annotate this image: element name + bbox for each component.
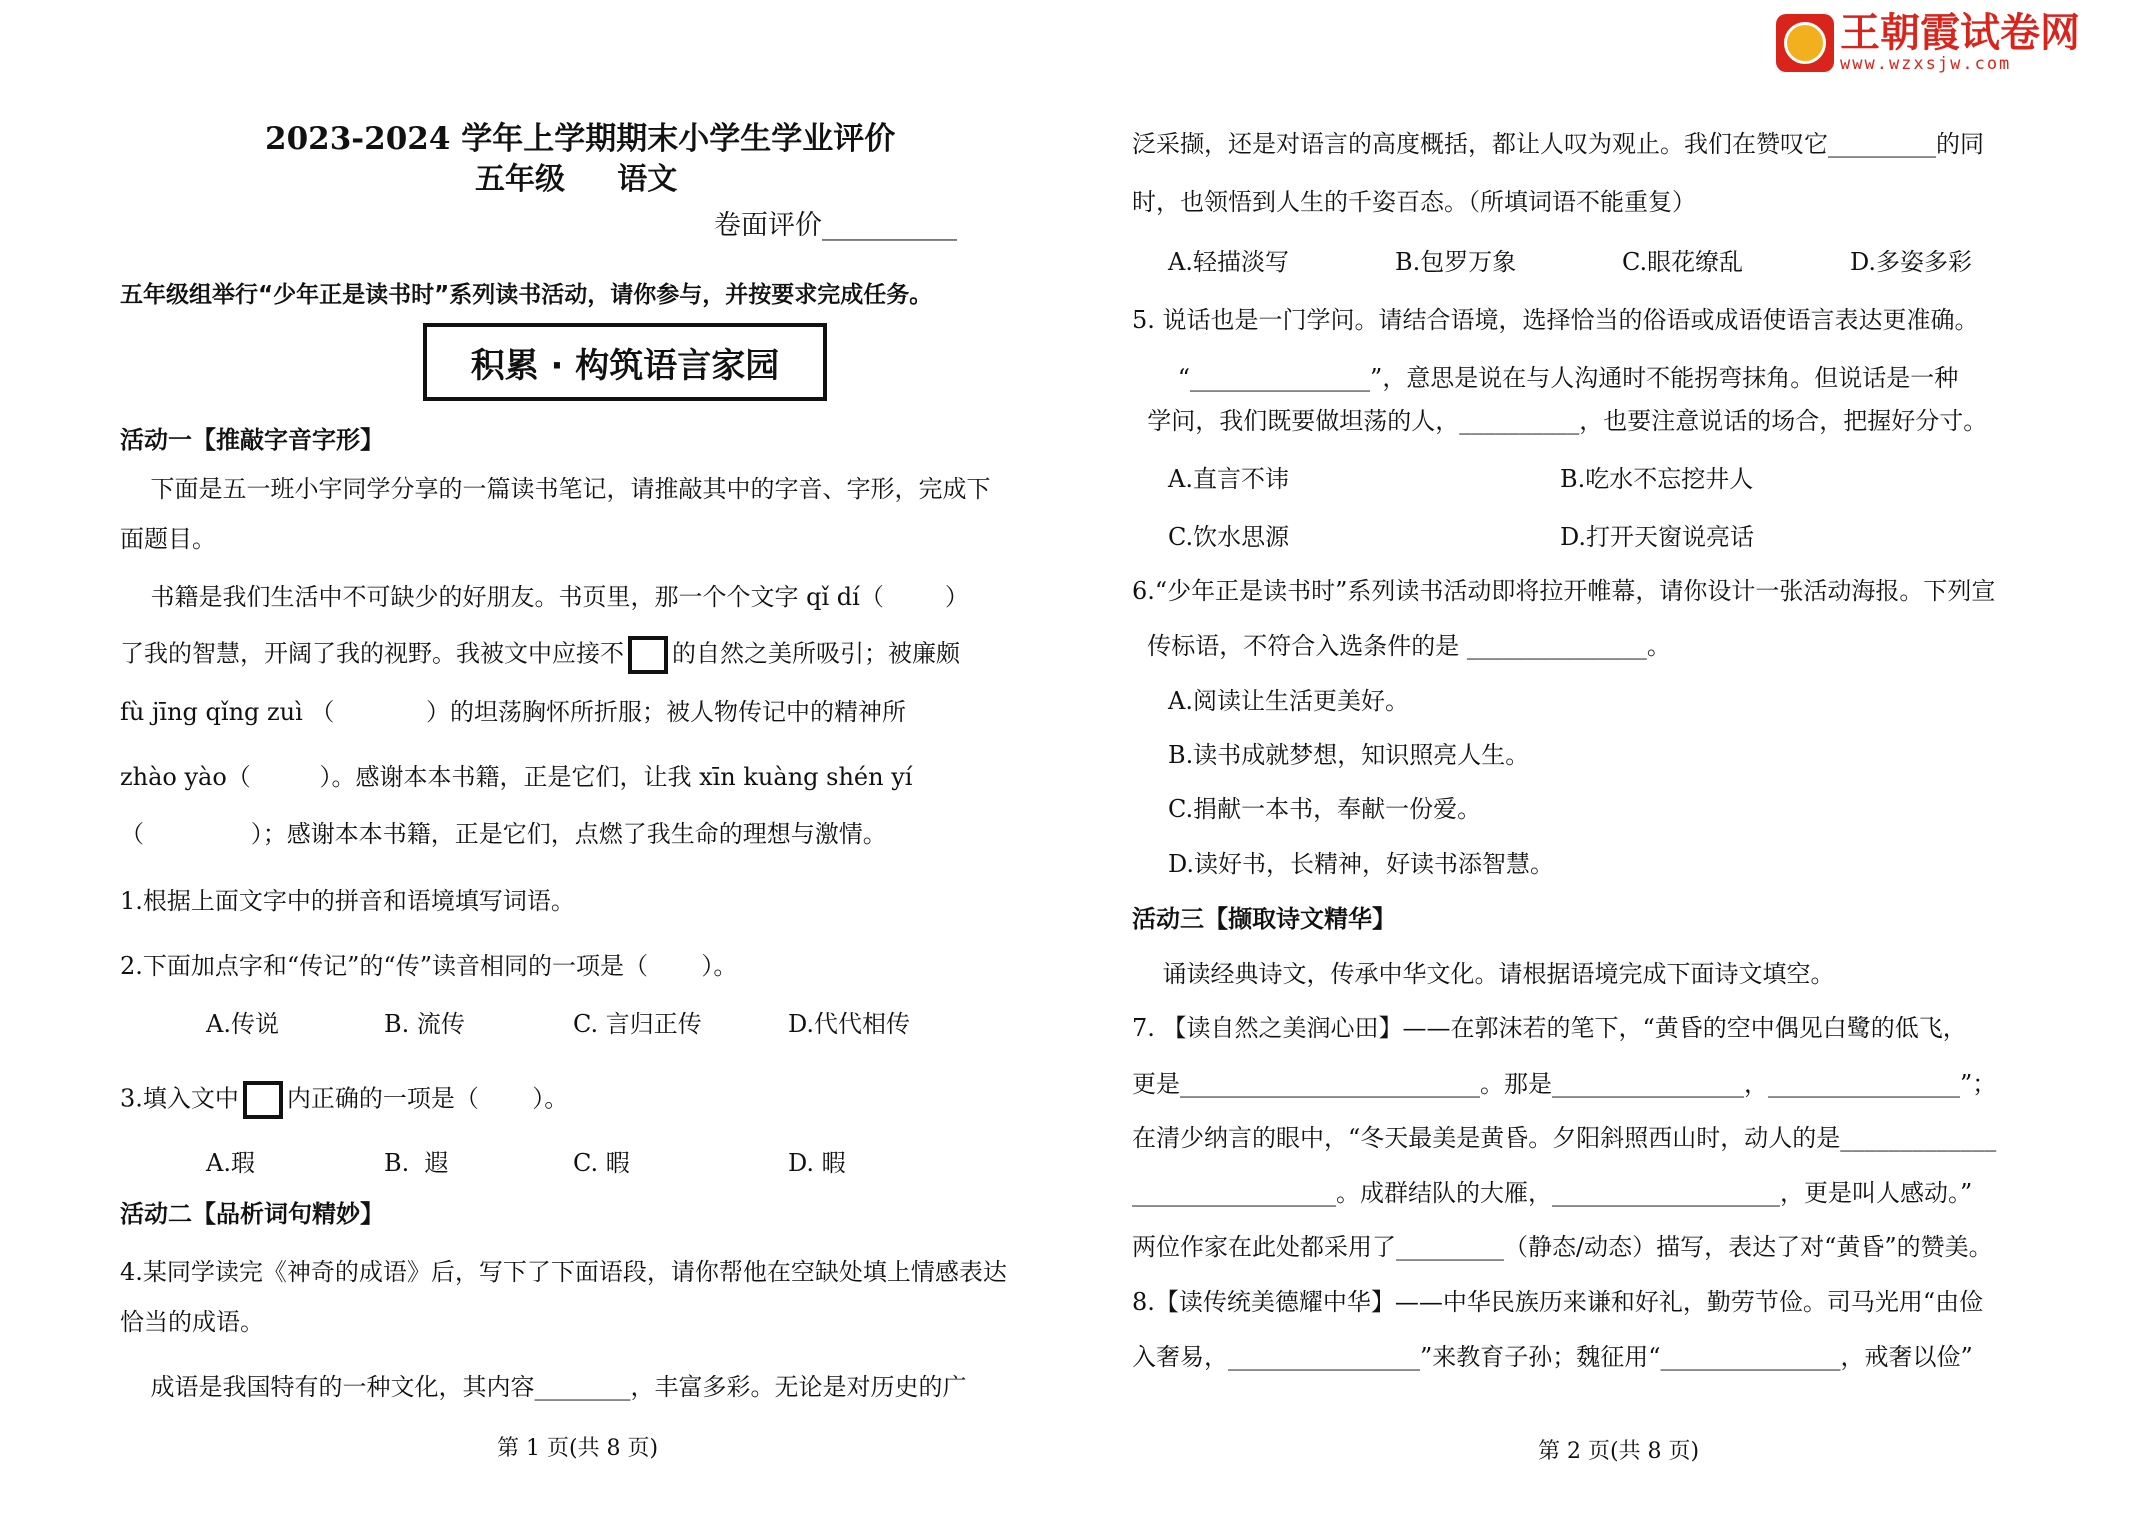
option-a[interactable]: A.阅读让生活更美好。 bbox=[1168, 687, 1409, 715]
paragraph: _________________。成群结队的大雁，___________________，更是叫人感动。” bbox=[1132, 1179, 1973, 1207]
option-a[interactable]: A.传说 bbox=[206, 1010, 279, 1038]
paragraph: 在清少纳言的眼中，“冬天最美是黄昏。夕阳斜照西山时，动人的是_____________ bbox=[1132, 1124, 1997, 1152]
option-a[interactable]: A.瑕 bbox=[206, 1149, 255, 1177]
paragraph bbox=[120, 636, 960, 674]
question-2: 2.下面加点字和“传记”的“传”读音相同的一项是（ ）。 bbox=[120, 952, 738, 980]
paragraph: fù jīng qǐng zuì （ ）的坦荡胸怀所折服；被人物传记中的精神所 bbox=[120, 698, 906, 726]
section-box: 积累 · 构筑语言家园 bbox=[423, 323, 827, 401]
activity-2-heading: 活动二【品析词句精妙】 bbox=[120, 1200, 384, 1228]
blank-box[interactable] bbox=[628, 636, 668, 674]
paragraph: 泛采撷，还是对语言的高度概括，都让人叹为观止。我们在赞叹它_________的同 bbox=[1132, 130, 1984, 158]
paragraph: 诵读经典诗文，传承中华文化。请根据语境完成下面诗文填空。 bbox=[1132, 960, 1835, 988]
option-d[interactable]: D.打开天窗说亮话 bbox=[1560, 523, 1755, 551]
question-4: 恰当的成语。 bbox=[120, 1308, 264, 1336]
question-5: 5. 说话也是一门学问。请结合语境，选择恰当的俗语或成语使语言表达更准确。 bbox=[1132, 306, 1979, 334]
text: 的自然之美所吸引；被廉颇 bbox=[672, 639, 960, 668]
option-d[interactable]: D. 暇 bbox=[788, 1149, 846, 1177]
question-4: 4.某同学读完《神奇的成语》后，写下了下面语段，请你帮他在空缺处填上情感表达 bbox=[120, 1258, 1007, 1286]
page-footer: 第 1 页(共 8 页) bbox=[497, 1436, 659, 1461]
paragraph: 时，也领悟到人生的千姿百态。（所填词语不能重复） bbox=[1132, 188, 1696, 216]
page-footer: 第 2 页(共 8 页) bbox=[1538, 1439, 1700, 1464]
activity-3-heading: 活动三【撷取诗文精华】 bbox=[1132, 905, 1396, 933]
paragraph: 更是_________________________。那是________________，________________”； bbox=[1132, 1070, 1997, 1098]
option-c[interactable]: C.饮水思源 bbox=[1168, 523, 1290, 551]
option-b[interactable]: B. 流传 bbox=[384, 1010, 465, 1038]
option-b[interactable]: B. 遐 bbox=[384, 1149, 449, 1177]
paragraph: 下面是五一班小宇同学分享的一篇读书笔记，请推敲其中的字音、字形，完成下 bbox=[120, 475, 991, 503]
option-b[interactable]: B.吃水不忘挖井人 bbox=[1560, 465, 1754, 493]
question-6: 6.“少年正是读书时”系列读书活动即将拉开帷幕，请你设计一张活动海报。下列宣 bbox=[1132, 577, 1996, 605]
option-c[interactable]: C. 言归正传 bbox=[573, 1010, 702, 1038]
option-d[interactable]: D.多姿多彩 bbox=[1850, 248, 1973, 276]
logo-url: www.wzxsjw.com bbox=[1840, 54, 2012, 74]
paragraph: 入奢易，________________”来教育子孙；魏征用“_______________，戒奢以俭” bbox=[1132, 1343, 1973, 1371]
text: 3.填入文中 bbox=[120, 1084, 239, 1113]
blank-box bbox=[243, 1081, 283, 1119]
option-a[interactable]: A.直言不讳 bbox=[1168, 465, 1289, 493]
option-d[interactable]: D.读好书，长精神，好读书添智慧。 bbox=[1168, 850, 1555, 878]
paragraph: 两位作家在此处都采用了_________（静态/动态）描写，表达了对“黄昏”的赞美。 bbox=[1132, 1233, 1993, 1261]
paragraph: 学问，我们既要做坦荡的人，__________，也要注意说话的场合，把握好分寸。 bbox=[1132, 407, 1988, 435]
question-8: 8.【读传统美德耀中华】——中华民族历来谦和好礼，勤劳节俭。司马光用“由俭 bbox=[1132, 1288, 1984, 1316]
exam-title: 2023-2024 学年上学期期末小学生学业评价 bbox=[265, 121, 896, 157]
option-b[interactable]: B.读书成就梦想，知识照亮人生。 bbox=[1168, 741, 1530, 769]
paragraph: （ ）；感谢本本书籍，正是它们，点燃了我生命的理想与激情。 bbox=[120, 820, 887, 848]
text: 内正确的一项是（ ）。 bbox=[286, 1084, 569, 1113]
option-b[interactable]: B.包罗万象 bbox=[1395, 248, 1517, 276]
question-7: 7. 【读自然之美润心田】——在郭沫若的笔下，“黄昏的空中偶见白鹭的低飞， bbox=[1132, 1014, 1967, 1042]
question-1: 1.根据上面文字中的拼音和语境填写词语。 bbox=[120, 887, 575, 915]
question-3 bbox=[120, 1081, 568, 1119]
paragraph: 成语是我国特有的一种文化，其内容________，丰富多彩。无论是对历史的广 bbox=[120, 1373, 967, 1401]
option-c[interactable]: C.眼花缭乱 bbox=[1622, 248, 1744, 276]
option-c[interactable]: C.捐献一本书，奉献一份爱。 bbox=[1168, 795, 1482, 823]
logo-name: 王朝霞试卷网 bbox=[1840, 10, 2080, 56]
paragraph: zhào yào（ ）。感谢本本书籍，正是它们，让我 xīn kuàng shén yí bbox=[120, 763, 913, 791]
option-c[interactable]: C. 暇 bbox=[573, 1149, 630, 1177]
activity-1-heading: 活动一【推敲字音字形】 bbox=[120, 426, 384, 454]
logo bbox=[1776, 12, 2080, 74]
paragraph: “_______________”，意思是说在与人沟通时不能拐弯抹角。但说话是一种 bbox=[1132, 364, 1959, 392]
paragraph: 书籍是我们生活中不可缺少的好朋友。书页里，那一个个文字 qǐ dí（ ） bbox=[120, 583, 969, 611]
question-6: 传标语，不符合入选条件的是 _______________。 bbox=[1132, 632, 1671, 660]
score-label: 卷面评价__________ bbox=[714, 210, 957, 241]
exam-subtitle: 五年级 语文 bbox=[475, 162, 678, 197]
option-a[interactable]: A.轻描淡写 bbox=[1168, 248, 1289, 276]
option-d[interactable]: D.代代相传 bbox=[788, 1010, 911, 1038]
paragraph: 面题目。 bbox=[120, 525, 216, 553]
intro: 五年级组举行“少年正是读书时”系列读书活动，请你参与，并按要求完成任务。 bbox=[120, 282, 933, 308]
logo-seal-icon bbox=[1776, 14, 1834, 72]
text: 了我的智慧，开阔了我的视野。我被文中应接不 bbox=[120, 639, 624, 668]
